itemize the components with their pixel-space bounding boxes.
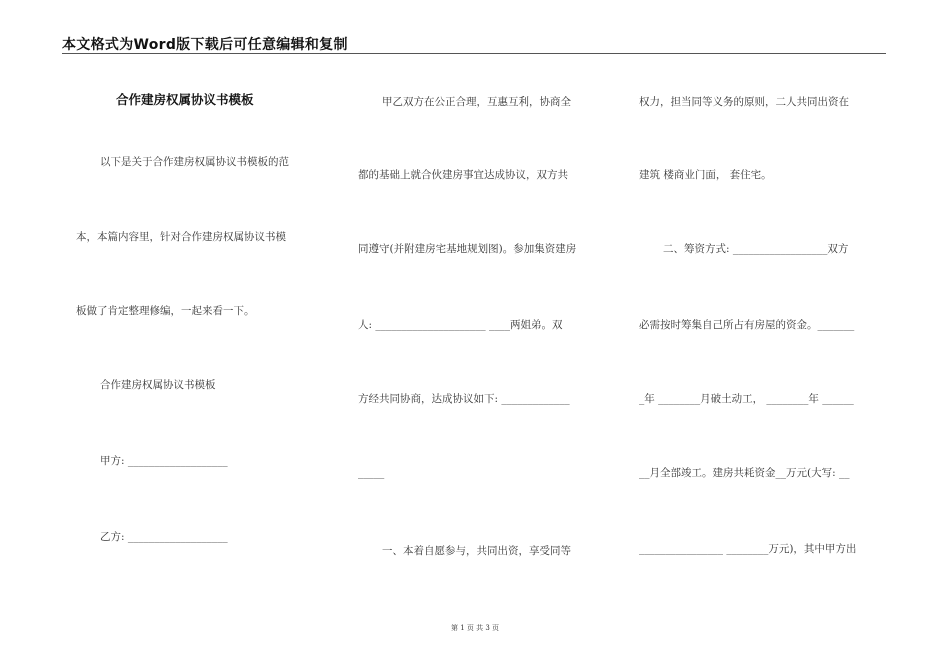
paragraph-line: 一、本着自愿参与，共同出资，享受同等	[382, 545, 571, 557]
paragraph-line: 板做了肯定整理修编，一起来看一下。	[76, 305, 255, 317]
column-left	[62, 0, 322, 610]
document-title: 合作建房权属协议书模板	[116, 92, 254, 107]
paragraph-line: 同遵守(并附建房宅基地规划图)。参加集资建房	[358, 243, 577, 255]
paragraph-line: 方经共同协商，达成协议如下: _____________	[358, 393, 570, 405]
paragraph-line: _____	[358, 467, 385, 479]
column-right	[639, 0, 889, 610]
document-header: 本文格式为Word版下载后可任意编辑和复制	[62, 37, 348, 53]
paragraph-line: 权力，担当同等义务的原则，二人共同出资在	[639, 96, 849, 108]
column-middle	[358, 0, 608, 610]
paragraph-line: 都的基础上就合伙建房事宜达成协议，双方共	[358, 169, 568, 181]
paragraph-line: 建筑 楼商业门面， 套住宅。	[639, 169, 772, 181]
paragraph-line: 本，本篇内容里，针对合作建房权属协议书模	[76, 231, 286, 243]
paragraph-line: __月全部竣工。建房共耗资金__万元(大写: __	[639, 467, 850, 479]
party-a-line: 甲方: ___________________	[100, 455, 228, 467]
page-number: 第 1 页 共 3 页	[450, 624, 500, 632]
paragraph-line: 人: _____________________ ____两姐弟。双	[358, 319, 563, 331]
paragraph-line: _年 ________月破土动工， ________年 ______	[639, 393, 854, 405]
paragraph-line: 以下是关于合作建房权属协议书模板的范	[100, 156, 289, 168]
paragraph-line: 甲乙双方在公正合理，互惠互利，协商全	[382, 96, 571, 108]
section-heading-line: 二、筹资方式: __________________双方	[663, 243, 849, 255]
paragraph-line: ________________ ________万元)，其中甲方出	[639, 543, 857, 555]
paragraph-line: 必需按时筹集自己所占有房屋的资金。_______	[639, 319, 855, 331]
subtitle-line: 合作建房权属协议书模板	[100, 379, 216, 391]
party-b-line: 乙方: ___________________	[100, 531, 228, 543]
